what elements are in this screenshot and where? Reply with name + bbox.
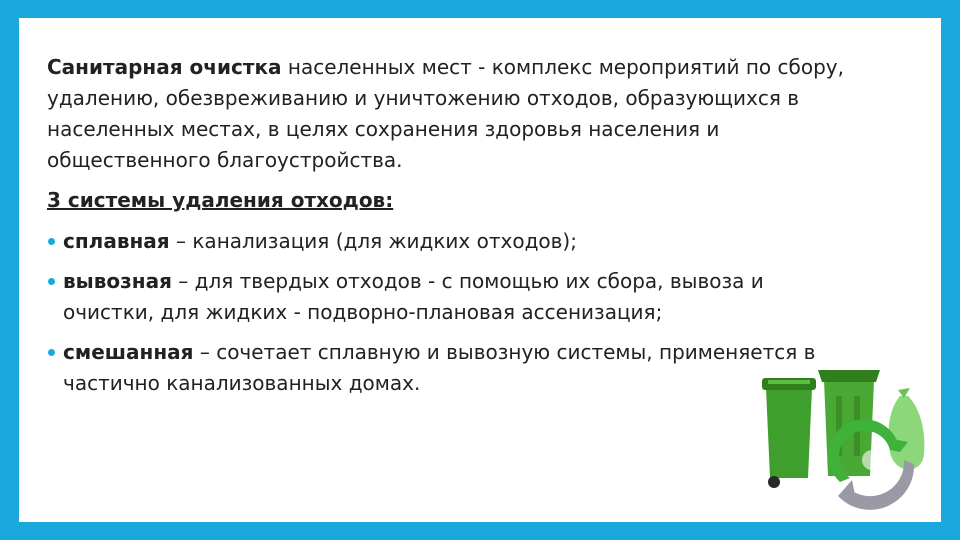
system-text: – канализация (для жидких отходов);: [169, 229, 577, 253]
slide-text: [47, 52, 847, 408]
bullet-icon: [48, 278, 55, 285]
trash-bag-icon: [888, 388, 924, 470]
list-item-smeshannaya: [47, 337, 847, 399]
system-text: – для твердых отходов - с помощью их сбора, вывоза и очистки, для жидких - подворно-плановая ассенизация;: [63, 269, 764, 324]
system-term: вывозная: [63, 269, 172, 293]
systems-heading: 3 системы удаления отходов:: [47, 188, 394, 212]
waste-bins-recycling-icon: [752, 356, 928, 514]
list-item-vyvoznaya: [47, 266, 847, 328]
waste-bin-left-icon: [762, 378, 816, 488]
list-item-splavnaya: [47, 226, 847, 257]
system-term: сплавная: [63, 229, 170, 253]
bullet-icon: [48, 349, 55, 356]
definition-text: населенных мест - комплекс мероприятий по сбору, удалению, обезвреживанию и уничтожению отходов, образующихся в населенных местах, в целях сохранения здоровья населения и общественного благоустройства.: [47, 55, 844, 172]
definition-term: Санитарная очистка: [47, 55, 282, 79]
bullet-icon: [48, 238, 55, 245]
slide: [19, 18, 941, 522]
definition-paragraph: [47, 52, 847, 176]
system-term: смешанная: [63, 340, 194, 364]
systems-list: [47, 226, 847, 399]
system-text: – сочетает сплавную и вывозную системы, применяется в частично канализованных домах.: [63, 340, 816, 395]
